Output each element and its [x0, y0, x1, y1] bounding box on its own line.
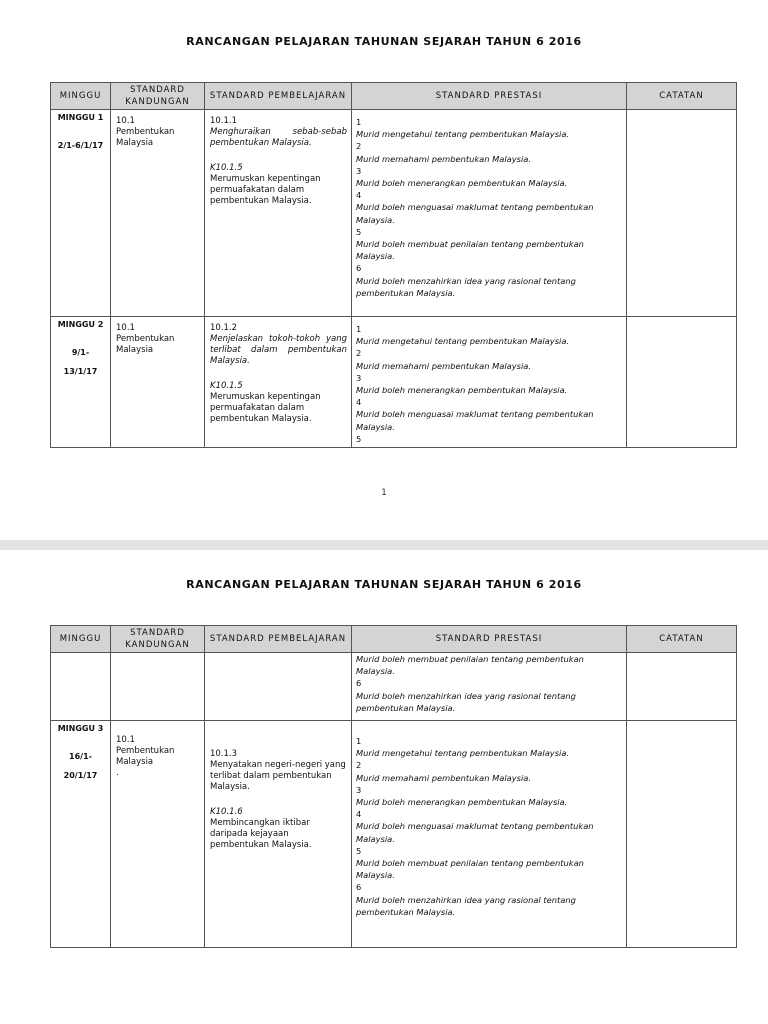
- table-row: [51, 110, 737, 317]
- level-text: Murid boleh menerangkan pembentukan Malaysia.: [356, 385, 568, 396]
- level-text: Murid mengetahui tentang pembentukan Malaysia.: [356, 336, 570, 347]
- document-page-2: [0, 550, 768, 1024]
- week-dates: 2/1-6/1/17: [57, 141, 104, 150]
- catatan-cell: [627, 317, 737, 448]
- level-text: Murid boleh menzahirkan idea yang rasional tentang pembentukan Malaysia.: [356, 894, 576, 917]
- standard-pembelajaran-cell: [205, 653, 352, 721]
- level-number: 5: [356, 226, 362, 237]
- standard-pembelajaran-cell: [205, 317, 352, 448]
- standard-kandungan-cell: [111, 317, 205, 448]
- k-code: K10.1.5: [210, 381, 243, 391]
- standard-prestasi-cell: [352, 653, 627, 721]
- level-text: Murid memahami pembentukan Malaysia.: [356, 772, 532, 783]
- k-code: K10.1.5: [210, 163, 243, 173]
- kandungan-text: 10.1 Pembentukan Malaysia: [116, 323, 175, 355]
- header-catatan: CATATAN: [627, 626, 737, 653]
- standard-prestasi-cell: [352, 317, 627, 448]
- kandungan-text: 10.1 Pembentukan Malaysia .: [116, 735, 175, 778]
- table-header-row: [51, 626, 737, 653]
- pemb-text: Menghuraikan sebab-sebab pembentukan Malaysia.: [210, 127, 347, 148]
- k-text: Membincangkan iktibar daripada kejayaan pembentukan Malaysia.: [210, 818, 312, 850]
- level-number: 6: [356, 678, 362, 689]
- header-standard-prestasi: STANDARD PRESTASI: [352, 83, 627, 110]
- week-dates: 16/1- 20/1/17: [63, 752, 98, 780]
- level-text: Murid boleh menguasai maklumat tentang pembentukan Malaysia.: [356, 409, 594, 432]
- level-number: 6: [356, 882, 362, 893]
- catatan-cell: [627, 721, 737, 948]
- header-standard-prestasi: STANDARD PRESTASI: [352, 626, 627, 653]
- level-number: 4: [356, 397, 362, 408]
- page-title: RANCANGAN PELAJARAN TAHUNAN SEJARAH TAHUN 6 2016: [186, 35, 582, 48]
- pemb-text: Menyatakan negeri-negeri yang terlibat dalam pembentukan Malaysia.: [210, 760, 346, 792]
- table-header-row: [51, 83, 737, 110]
- standard-pembelajaran-cell: [205, 721, 352, 948]
- level-number: 5: [356, 433, 362, 444]
- kandungan-text: 10.1 Pembentukan Malaysia: [116, 116, 175, 148]
- level-number: 2: [356, 760, 362, 771]
- level-number: 2: [356, 348, 362, 359]
- k-text: Merumuskan kepentingan permuafakatan dalam pembentukan Malaysia.: [210, 174, 321, 206]
- level-number: 2: [356, 141, 362, 152]
- page-title: RANCANGAN PELAJARAN TAHUNAN SEJARAH TAHUN 6 2016: [186, 578, 582, 591]
- level-text: Murid boleh menzahirkan idea yang rasional tentang pembentukan Malaysia.: [356, 690, 576, 713]
- week-cell: [51, 653, 111, 721]
- catatan-cell: [627, 653, 737, 721]
- week-cell: [51, 110, 111, 317]
- level-text: Murid boleh menzahirkan idea yang rasional tentang pembentukan Malaysia.: [356, 275, 576, 298]
- level-text: Murid memahami pembentukan Malaysia.: [356, 153, 532, 164]
- standard-prestasi-cell: [352, 110, 627, 317]
- lesson-plan-table: [50, 625, 737, 948]
- level-text: Murid boleh menerangkan pembentukan Malaysia.: [356, 178, 568, 189]
- k-code: K10.1.6: [210, 807, 243, 817]
- level-text: Murid boleh menguasai maklumat tentang pembentukan Malaysia.: [356, 821, 594, 844]
- level-text: Murid memahami pembentukan Malaysia.: [356, 360, 532, 371]
- standard-kandungan-cell: [111, 721, 205, 948]
- week-cell: [51, 317, 111, 448]
- header-standard-pembelajaran: STANDARD PEMBELAJARAN: [205, 83, 352, 110]
- level-text: Murid mengetahui tentang pembentukan Malaysia.: [356, 129, 570, 140]
- level-number: 6: [356, 263, 362, 274]
- level-number: 4: [356, 190, 362, 201]
- k-text: Merumuskan kepentingan permuafakatan dalam pembentukan Malaysia.: [210, 392, 321, 424]
- header-standard-kandungan: STANDARD KANDUNGAN: [111, 626, 205, 653]
- table-row: [51, 653, 737, 721]
- level-text: Murid boleh membuat penilaian tentang pembentukan Malaysia.: [356, 239, 584, 262]
- pemb-code: 10.1.1: [210, 116, 238, 126]
- table-row: [51, 317, 737, 448]
- level-number: 3: [356, 784, 362, 795]
- level-number: 1: [356, 117, 362, 127]
- header-minggu: MINGGU: [51, 626, 111, 653]
- level-number: 3: [356, 372, 362, 383]
- level-text: Murid mengetahui tentang pembentukan Malaysia.: [356, 748, 570, 759]
- table-row: [51, 721, 737, 948]
- header-standard-pembelajaran: STANDARD PEMBELAJARAN: [205, 626, 352, 653]
- level-number: 1: [356, 736, 362, 746]
- pemb-code: 10.1.2: [210, 323, 238, 333]
- header-standard-kandungan: STANDARD KANDUNGAN: [111, 83, 205, 110]
- standard-prestasi-cell: [352, 721, 627, 948]
- level-number: 3: [356, 165, 362, 176]
- level-text: Murid boleh membuat penilaian tentang pembentukan Malaysia.: [356, 654, 584, 677]
- week-cell: [51, 721, 111, 948]
- level-text: Murid boleh membuat penilaian tentang pembentukan Malaysia.: [356, 858, 584, 881]
- level-number: 1: [356, 324, 362, 334]
- level-text: Murid boleh menguasai maklumat tentang pembentukan Malaysia.: [356, 202, 594, 225]
- pemb-text: Menjelaskan tokoh-tokoh yang terlibat dalam pembentukan Malaysia.: [210, 334, 347, 366]
- week-label: MINGGU 1: [57, 113, 104, 122]
- pemb-code: 10.1.3: [210, 749, 238, 759]
- header-minggu: MINGGU: [51, 83, 111, 110]
- week-label: MINGGU 2: [57, 320, 104, 329]
- page-number: 1: [381, 488, 387, 498]
- catatan-cell: [627, 110, 737, 317]
- header-catatan: CATATAN: [627, 83, 737, 110]
- week-label: MINGGU 3: [57, 724, 104, 733]
- level-number: 5: [356, 845, 362, 856]
- week-dates: 9/1- 13/1/17: [63, 348, 98, 376]
- lesson-plan-table: [50, 82, 737, 448]
- level-number: 4: [356, 809, 362, 820]
- level-text: Murid boleh menerangkan pembentukan Malaysia.: [356, 797, 568, 808]
- standard-kandungan-cell: [111, 653, 205, 721]
- standard-pembelajaran-cell: [205, 110, 352, 317]
- standard-kandungan-cell: [111, 110, 205, 317]
